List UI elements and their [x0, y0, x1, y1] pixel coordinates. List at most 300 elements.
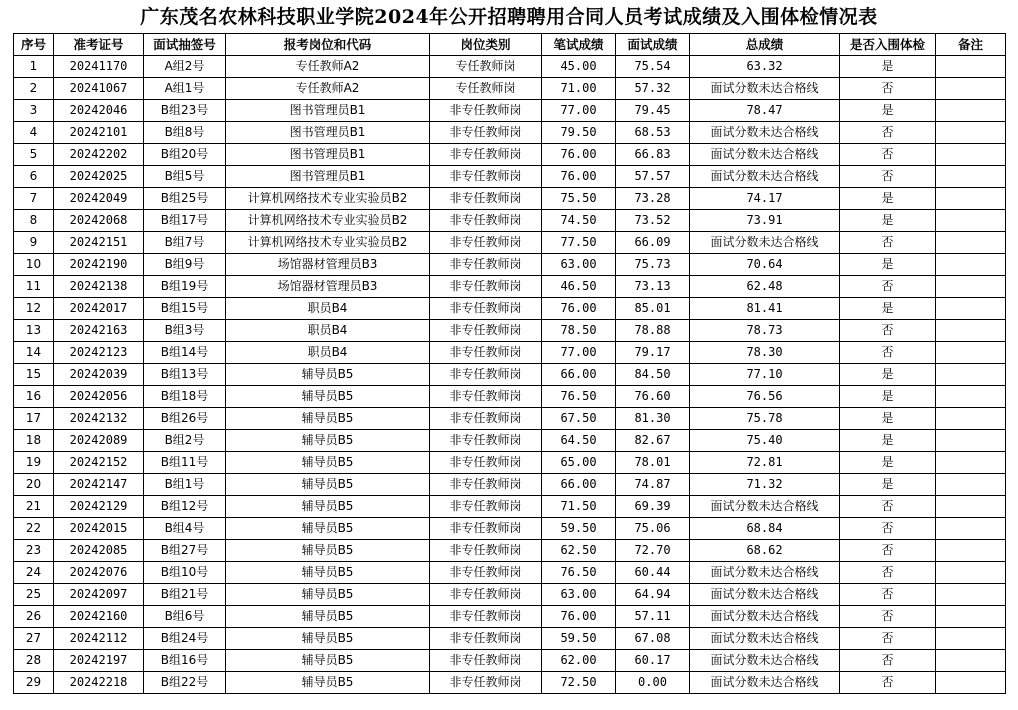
cell-draw: B组5号 — [144, 166, 226, 188]
cell-exam-id: 20242046 — [54, 100, 144, 122]
cell-interview: 57.32 — [616, 78, 690, 100]
cell-exam-id: 20242017 — [54, 298, 144, 320]
cell-category: 非专任教师岗 — [430, 430, 542, 452]
cell-remark — [936, 144, 1006, 166]
cell-interview: 75.06 — [616, 518, 690, 540]
cell-no: 23 — [14, 540, 54, 562]
cell-shortlisted: 否 — [840, 518, 936, 540]
cell-no: 13 — [14, 320, 54, 342]
cell-remark — [936, 56, 1006, 78]
cell-written: 67.50 — [542, 408, 616, 430]
cell-no: 22 — [14, 518, 54, 540]
cell-category: 非专任教师岗 — [430, 650, 542, 672]
table-row — [14, 210, 1006, 232]
cell-total: 68.84 — [690, 518, 840, 540]
cell-written: 76.50 — [542, 386, 616, 408]
cell-shortlisted: 否 — [840, 540, 936, 562]
cell-total: 70.64 — [690, 254, 840, 276]
cell-no: 12 — [14, 298, 54, 320]
cell-total: 面试分数未达合格线 — [690, 122, 840, 144]
cell-interview: 72.70 — [616, 540, 690, 562]
cell-interview: 75.54 — [616, 56, 690, 78]
cell-category: 非专任教师岗 — [430, 386, 542, 408]
cell-written: 76.50 — [542, 562, 616, 584]
cell-post: 辅导员B5 — [226, 408, 430, 430]
cell-exam-id: 20242068 — [54, 210, 144, 232]
cell-category: 非专任教师岗 — [430, 672, 542, 694]
cell-total: 面试分数未达合格线 — [690, 584, 840, 606]
cell-total: 78.47 — [690, 100, 840, 122]
cell-post: 专任教师A2 — [226, 56, 430, 78]
cell-post: 图书管理员B1 — [226, 166, 430, 188]
cell-written: 75.50 — [542, 188, 616, 210]
cell-category: 非专任教师岗 — [430, 364, 542, 386]
cell-total: 72.81 — [690, 452, 840, 474]
table-row — [14, 144, 1006, 166]
cell-shortlisted: 否 — [840, 320, 936, 342]
cell-total: 68.62 — [690, 540, 840, 562]
cell-interview: 66.09 — [616, 232, 690, 254]
cell-shortlisted: 是 — [840, 474, 936, 496]
cell-written: 77.50 — [542, 232, 616, 254]
cell-total: 面试分数未达合格线 — [690, 232, 840, 254]
cell-shortlisted: 否 — [840, 628, 936, 650]
cell-interview: 57.57 — [616, 166, 690, 188]
cell-post: 计算机网络技术专业实验员B2 — [226, 188, 430, 210]
cell-remark — [936, 408, 1006, 430]
cell-shortlisted: 否 — [840, 144, 936, 166]
cell-no: 8 — [14, 210, 54, 232]
cell-draw: B组9号 — [144, 254, 226, 276]
table-row — [14, 56, 1006, 78]
cell-total: 面试分数未达合格线 — [690, 606, 840, 628]
cell-total: 78.30 — [690, 342, 840, 364]
cell-post: 图书管理员B1 — [226, 122, 430, 144]
cell-written: 62.00 — [542, 650, 616, 672]
cell-exam-id: 20242097 — [54, 584, 144, 606]
cell-remark — [936, 276, 1006, 298]
cell-post: 场馆器材管理员B3 — [226, 276, 430, 298]
cell-post: 场馆器材管理员B3 — [226, 254, 430, 276]
cell-total: 63.32 — [690, 56, 840, 78]
cell-remark — [936, 628, 1006, 650]
cell-written: 71.50 — [542, 496, 616, 518]
page-title: 广东茂名农林科技职业学院2024年公开招聘聘用合同人员考试成绩及入围体检情况表 — [140, 6, 878, 28]
cell-no: 29 — [14, 672, 54, 694]
cell-remark — [936, 320, 1006, 342]
cell-remark — [936, 474, 1006, 496]
cell-category: 非专任教师岗 — [430, 606, 542, 628]
cell-total: 78.73 — [690, 320, 840, 342]
cell-exam-id: 20242151 — [54, 232, 144, 254]
cell-post: 辅导员B5 — [226, 540, 430, 562]
cell-exam-id: 20241067 — [54, 78, 144, 100]
cell-interview: 79.45 — [616, 100, 690, 122]
cell-written: 63.00 — [542, 254, 616, 276]
table-row — [14, 298, 1006, 320]
cell-draw: B组23号 — [144, 100, 226, 122]
cell-category: 非专任教师岗 — [430, 584, 542, 606]
cell-no: 9 — [14, 232, 54, 254]
table-row — [14, 342, 1006, 364]
cell-shortlisted: 否 — [840, 606, 936, 628]
table-row — [14, 606, 1006, 628]
cell-category: 非专任教师岗 — [430, 628, 542, 650]
cell-remark — [936, 584, 1006, 606]
cell-draw: B组22号 — [144, 672, 226, 694]
cell-shortlisted: 否 — [840, 562, 936, 584]
cell-remark — [936, 540, 1006, 562]
cell-written: 77.00 — [542, 100, 616, 122]
cell-interview: 73.13 — [616, 276, 690, 298]
cell-written: 66.00 — [542, 474, 616, 496]
table-row — [14, 430, 1006, 452]
cell-written: 79.50 — [542, 122, 616, 144]
cell-interview: 78.88 — [616, 320, 690, 342]
cell-category: 非专任教师岗 — [430, 496, 542, 518]
cell-shortlisted: 否 — [840, 584, 936, 606]
cell-category: 非专任教师岗 — [430, 562, 542, 584]
cell-interview: 81.30 — [616, 408, 690, 430]
cell-remark — [936, 364, 1006, 386]
cell-no: 28 — [14, 650, 54, 672]
cell-category: 非专任教师岗 — [430, 122, 542, 144]
cell-interview: 79.17 — [616, 342, 690, 364]
cell-post: 辅导员B5 — [226, 474, 430, 496]
cell-category: 专任教师岗 — [430, 78, 542, 100]
cell-interview: 68.53 — [616, 122, 690, 144]
cell-draw: B组7号 — [144, 232, 226, 254]
cell-remark — [936, 650, 1006, 672]
cell-interview: 60.44 — [616, 562, 690, 584]
cell-category: 非专任教师岗 — [430, 188, 542, 210]
cell-interview: 76.60 — [616, 386, 690, 408]
cell-exam-id: 20242056 — [54, 386, 144, 408]
cell-shortlisted: 否 — [840, 166, 936, 188]
cell-exam-id: 20242202 — [54, 144, 144, 166]
cell-remark — [936, 166, 1006, 188]
cell-exam-id: 20241170 — [54, 56, 144, 78]
cell-category: 非专任教师岗 — [430, 144, 542, 166]
cell-post: 计算机网络技术专业实验员B2 — [226, 210, 430, 232]
cell-written: 64.50 — [542, 430, 616, 452]
cell-draw: B组2号 — [144, 430, 226, 452]
cell-total: 面试分数未达合格线 — [690, 78, 840, 100]
cell-shortlisted: 否 — [840, 232, 936, 254]
cell-no: 19 — [14, 452, 54, 474]
cell-exam-id: 20242218 — [54, 672, 144, 694]
cell-post: 计算机网络技术专业实验员B2 — [226, 232, 430, 254]
cell-draw: B组19号 — [144, 276, 226, 298]
table-row — [14, 320, 1006, 342]
cell-draw: B组14号 — [144, 342, 226, 364]
cell-total: 81.41 — [690, 298, 840, 320]
col-header-shortlisted: 是否入围体检 — [840, 34, 936, 56]
col-header-no: 序号 — [14, 34, 54, 56]
cell-exam-id: 20242129 — [54, 496, 144, 518]
col-header-exam-id: 准考证号 — [54, 34, 144, 56]
cell-post: 辅导员B5 — [226, 430, 430, 452]
table-row — [14, 276, 1006, 298]
cell-post: 专任教师A2 — [226, 78, 430, 100]
results-table — [13, 33, 1006, 694]
cell-interview: 75.73 — [616, 254, 690, 276]
cell-remark — [936, 188, 1006, 210]
cell-draw: B组13号 — [144, 364, 226, 386]
cell-no: 17 — [14, 408, 54, 430]
cell-post: 辅导员B5 — [226, 650, 430, 672]
table-body — [14, 56, 1006, 694]
col-header-remark: 备注 — [936, 34, 1006, 56]
cell-category: 非专任教师岗 — [430, 408, 542, 430]
cell-no: 10 — [14, 254, 54, 276]
table-row — [14, 166, 1006, 188]
cell-interview: 73.28 — [616, 188, 690, 210]
col-header-post: 报考岗位和代码 — [226, 34, 430, 56]
cell-draw: B组18号 — [144, 386, 226, 408]
cell-no: 26 — [14, 606, 54, 628]
cell-total: 71.32 — [690, 474, 840, 496]
table-row — [14, 628, 1006, 650]
cell-remark — [936, 232, 1006, 254]
table-row — [14, 474, 1006, 496]
table-row — [14, 650, 1006, 672]
cell-exam-id: 20242138 — [54, 276, 144, 298]
cell-draw: A组2号 — [144, 56, 226, 78]
cell-category: 非专任教师岗 — [430, 100, 542, 122]
cell-interview: 85.01 — [616, 298, 690, 320]
cell-exam-id: 20242197 — [54, 650, 144, 672]
cell-total: 76.56 — [690, 386, 840, 408]
cell-no: 21 — [14, 496, 54, 518]
cell-no: 20 — [14, 474, 54, 496]
cell-category: 非专任教师岗 — [430, 232, 542, 254]
cell-category: 非专任教师岗 — [430, 474, 542, 496]
cell-draw: B组1号 — [144, 474, 226, 496]
cell-written: 45.00 — [542, 56, 616, 78]
cell-draw: B组25号 — [144, 188, 226, 210]
cell-post: 辅导员B5 — [226, 496, 430, 518]
cell-no: 25 — [14, 584, 54, 606]
cell-draw: B组16号 — [144, 650, 226, 672]
cell-shortlisted: 是 — [840, 430, 936, 452]
table-row — [14, 100, 1006, 122]
cell-category: 非专任教师岗 — [430, 254, 542, 276]
cell-post: 辅导员B5 — [226, 672, 430, 694]
cell-no: 27 — [14, 628, 54, 650]
cell-total: 面试分数未达合格线 — [690, 672, 840, 694]
cell-remark — [936, 298, 1006, 320]
cell-exam-id: 20242039 — [54, 364, 144, 386]
cell-post: 辅导员B5 — [226, 628, 430, 650]
cell-total: 面试分数未达合格线 — [690, 562, 840, 584]
cell-shortlisted: 否 — [840, 276, 936, 298]
col-header-written: 笔试成绩 — [542, 34, 616, 56]
cell-exam-id: 20242123 — [54, 342, 144, 364]
cell-no: 6 — [14, 166, 54, 188]
table-row — [14, 232, 1006, 254]
cell-draw: B组17号 — [144, 210, 226, 232]
cell-written: 65.00 — [542, 452, 616, 474]
cell-draw: B组27号 — [144, 540, 226, 562]
cell-interview: 67.08 — [616, 628, 690, 650]
table-row — [14, 122, 1006, 144]
cell-shortlisted: 是 — [840, 298, 936, 320]
cell-total: 75.40 — [690, 430, 840, 452]
cell-post: 辅导员B5 — [226, 386, 430, 408]
cell-exam-id: 20242132 — [54, 408, 144, 430]
cell-shortlisted: 否 — [840, 650, 936, 672]
cell-written: 77.00 — [542, 342, 616, 364]
cell-shortlisted: 否 — [840, 78, 936, 100]
cell-draw: B组11号 — [144, 452, 226, 474]
cell-shortlisted: 是 — [840, 386, 936, 408]
cell-interview: 66.83 — [616, 144, 690, 166]
table-row — [14, 672, 1006, 694]
col-header-total: 总成绩 — [690, 34, 840, 56]
cell-no: 15 — [14, 364, 54, 386]
cell-no: 16 — [14, 386, 54, 408]
cell-category: 非专任教师岗 — [430, 320, 542, 342]
cell-total: 面试分数未达合格线 — [690, 628, 840, 650]
cell-remark — [936, 518, 1006, 540]
cell-shortlisted: 是 — [840, 452, 936, 474]
table-row — [14, 254, 1006, 276]
table-row — [14, 408, 1006, 430]
cell-post: 图书管理员B1 — [226, 100, 430, 122]
cell-remark — [936, 386, 1006, 408]
cell-exam-id: 20242190 — [54, 254, 144, 276]
cell-total: 73.91 — [690, 210, 840, 232]
cell-category: 非专任教师岗 — [430, 540, 542, 562]
cell-interview: 84.50 — [616, 364, 690, 386]
cell-category: 非专任教师岗 — [430, 518, 542, 540]
cell-interview: 64.94 — [616, 584, 690, 606]
cell-remark — [936, 100, 1006, 122]
cell-post: 职员B4 — [226, 342, 430, 364]
cell-exam-id: 20242015 — [54, 518, 144, 540]
cell-draw: B组26号 — [144, 408, 226, 430]
cell-written: 62.50 — [542, 540, 616, 562]
table-row — [14, 78, 1006, 100]
cell-remark — [936, 254, 1006, 276]
cell-remark — [936, 452, 1006, 474]
cell-post: 辅导员B5 — [226, 606, 430, 628]
cell-interview: 69.39 — [616, 496, 690, 518]
cell-category: 非专任教师岗 — [430, 298, 542, 320]
cell-shortlisted: 否 — [840, 122, 936, 144]
cell-written: 66.00 — [542, 364, 616, 386]
cell-shortlisted: 否 — [840, 342, 936, 364]
table-row — [14, 562, 1006, 584]
cell-no: 14 — [14, 342, 54, 364]
cell-interview: 82.67 — [616, 430, 690, 452]
cell-shortlisted: 是 — [840, 254, 936, 276]
table-row — [14, 584, 1006, 606]
header-row — [14, 34, 1006, 56]
cell-category: 非专任教师岗 — [430, 276, 542, 298]
cell-exam-id: 20242085 — [54, 540, 144, 562]
cell-total: 面试分数未达合格线 — [690, 496, 840, 518]
cell-category: 非专任教师岗 — [430, 210, 542, 232]
cell-exam-id: 20242025 — [54, 166, 144, 188]
cell-category: 非专任教师岗 — [430, 452, 542, 474]
cell-total: 面试分数未达合格线 — [690, 166, 840, 188]
cell-category: 非专任教师岗 — [430, 166, 542, 188]
cell-interview: 57.11 — [616, 606, 690, 628]
cell-draw: B组8号 — [144, 122, 226, 144]
cell-no: 11 — [14, 276, 54, 298]
table-row — [14, 496, 1006, 518]
cell-written: 76.00 — [542, 298, 616, 320]
cell-shortlisted: 是 — [840, 100, 936, 122]
cell-written: 59.50 — [542, 628, 616, 650]
cell-written: 59.50 — [542, 518, 616, 540]
cell-post: 辅导员B5 — [226, 562, 430, 584]
cell-no: 18 — [14, 430, 54, 452]
cell-interview: 60.17 — [616, 650, 690, 672]
cell-post: 图书管理员B1 — [226, 144, 430, 166]
table-row — [14, 364, 1006, 386]
cell-shortlisted: 是 — [840, 210, 936, 232]
cell-exam-id: 20242101 — [54, 122, 144, 144]
cell-remark — [936, 606, 1006, 628]
col-header-interview: 面试成绩 — [616, 34, 690, 56]
cell-total: 62.48 — [690, 276, 840, 298]
cell-exam-id: 20242152 — [54, 452, 144, 474]
cell-written: 76.00 — [542, 166, 616, 188]
table-row — [14, 188, 1006, 210]
cell-written: 76.00 — [542, 606, 616, 628]
cell-category: 非专任教师岗 — [430, 342, 542, 364]
cell-exam-id: 20242112 — [54, 628, 144, 650]
cell-post: 辅导员B5 — [226, 584, 430, 606]
cell-total: 74.17 — [690, 188, 840, 210]
cell-draw: B组20号 — [144, 144, 226, 166]
cell-exam-id: 20242076 — [54, 562, 144, 584]
cell-interview: 73.52 — [616, 210, 690, 232]
cell-post: 职员B4 — [226, 320, 430, 342]
cell-draw: B组21号 — [144, 584, 226, 606]
cell-remark — [936, 430, 1006, 452]
cell-interview: 74.87 — [616, 474, 690, 496]
cell-written: 71.00 — [542, 78, 616, 100]
cell-written: 74.50 — [542, 210, 616, 232]
table-row — [14, 386, 1006, 408]
cell-post: 职员B4 — [226, 298, 430, 320]
table-row — [14, 540, 1006, 562]
cell-remark — [936, 78, 1006, 100]
cell-draw: B组3号 — [144, 320, 226, 342]
cell-interview: 78.01 — [616, 452, 690, 474]
cell-draw: B组15号 — [144, 298, 226, 320]
cell-written: 72.50 — [542, 672, 616, 694]
cell-remark — [936, 496, 1006, 518]
cell-total: 75.78 — [690, 408, 840, 430]
cell-written: 46.50 — [542, 276, 616, 298]
cell-draw: B组4号 — [144, 518, 226, 540]
table-row — [14, 518, 1006, 540]
cell-shortlisted: 是 — [840, 364, 936, 386]
cell-post: 辅导员B5 — [226, 518, 430, 540]
cell-written: 76.00 — [542, 144, 616, 166]
cell-remark — [936, 672, 1006, 694]
cell-draw: B组10号 — [144, 562, 226, 584]
cell-shortlisted: 是 — [840, 56, 936, 78]
cell-exam-id: 20242147 — [54, 474, 144, 496]
cell-exam-id: 20242089 — [54, 430, 144, 452]
cell-no: 24 — [14, 562, 54, 584]
